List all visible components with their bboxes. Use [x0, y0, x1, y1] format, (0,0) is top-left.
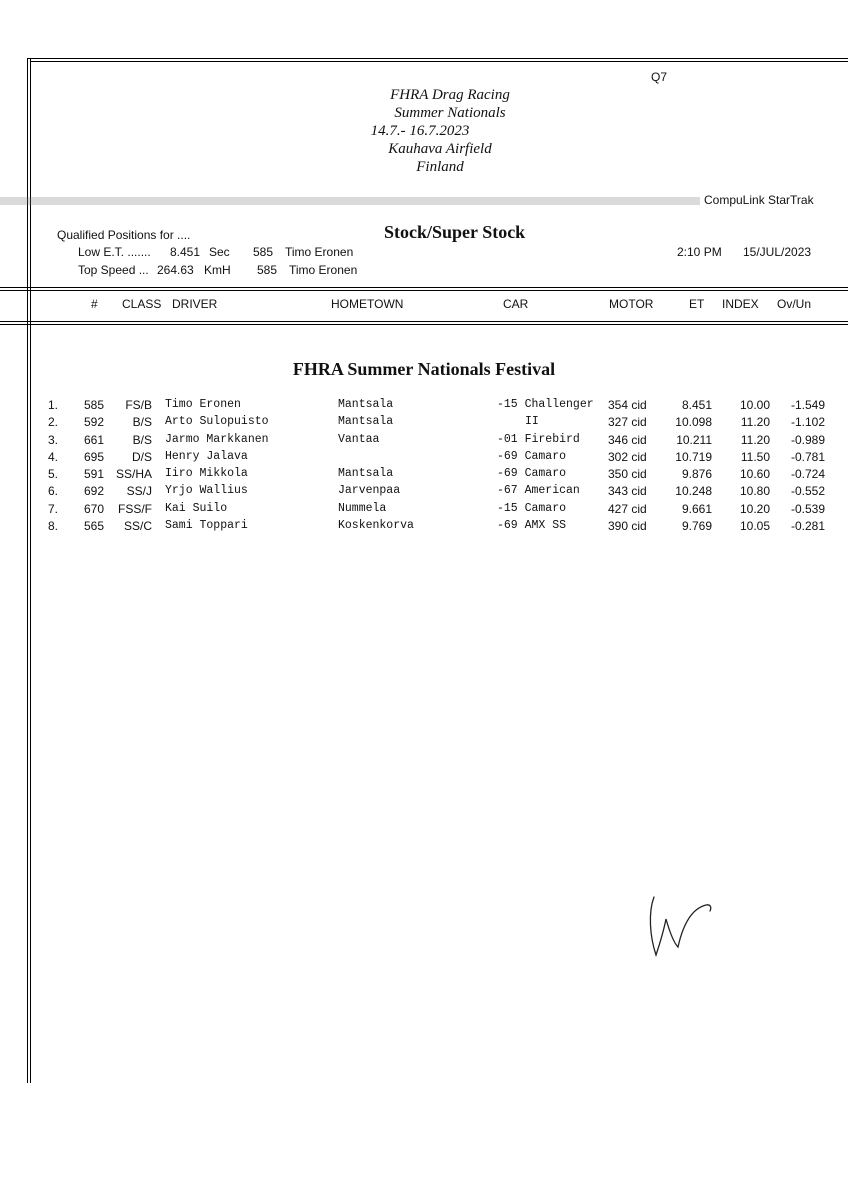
low-et-driver: Timo Eronen	[285, 245, 354, 259]
table-row	[0, 502, 848, 519]
row-ov-un: -0.781	[790, 449, 825, 464]
top-speed-driver: Timo Eronen	[289, 263, 358, 277]
row-car-number: 565	[84, 519, 105, 534]
event-line: Finland	[416, 159, 464, 175]
row-ov-un: -0.552	[790, 484, 825, 499]
row-et: 10.248	[675, 484, 712, 499]
row-car: -15 Camaro	[497, 501, 567, 515]
row-et: 10.719	[675, 449, 712, 464]
header-top-rule	[0, 287, 848, 288]
table-row	[0, 433, 848, 450]
top-speed-label: Top Speed ...	[78, 263, 149, 277]
row-car-number: 592	[84, 415, 105, 430]
low-et-label: Low E.T. .......	[78, 245, 151, 259]
row-index: 10.05	[739, 519, 770, 534]
row-hometown: Mantsala	[338, 398, 394, 411]
header-car: CAR	[503, 297, 529, 311]
row-ov-un: -1.102	[790, 415, 825, 430]
frame-left-line-inner	[30, 58, 31, 1083]
row-et: 9.661	[681, 501, 712, 516]
header-class: CLASS	[122, 297, 162, 311]
dotted-separator	[0, 197, 700, 205]
event-line: Summer Nationals	[394, 105, 506, 121]
low-et-unit: Sec	[209, 245, 230, 259]
row-ov-un: -0.724	[790, 467, 825, 482]
report-time: 2:10 PM	[677, 245, 722, 259]
event-line: 14.7.- 16.7.2023	[370, 123, 470, 139]
row-driver: Jarmo Markkanen	[165, 432, 269, 446]
row-index: 11.50	[740, 449, 770, 464]
top-speed-value: 264.63	[157, 263, 194, 277]
header-bottom-rule-inner	[0, 324, 848, 325]
row-et: 8.451	[681, 398, 712, 412]
qualified-label: Qualified Positions for ....	[57, 228, 191, 242]
row-index: 10.80	[739, 484, 770, 499]
festival-title: FHRA Summer Nationals Festival	[292, 359, 556, 379]
row-car: -69 AMX SS	[497, 519, 567, 533]
row-hometown: Jarvenpaa	[338, 484, 401, 498]
row-position: 3.	[48, 432, 59, 447]
row-hometown: Koskenkorva	[338, 519, 414, 533]
frame-top-line	[27, 58, 848, 59]
table-row	[0, 450, 848, 467]
row-et: 10.211	[676, 432, 712, 447]
header-bottom-rule	[0, 321, 848, 322]
row-position: 1.	[48, 398, 59, 412]
row-class: D/S	[131, 449, 152, 464]
top-speed-car-number: 585	[257, 263, 278, 277]
row-car-number: 661	[84, 432, 105, 447]
table-row	[0, 519, 848, 536]
row-hometown: Nummela	[338, 501, 387, 515]
header-motor: MOTOR	[609, 297, 654, 311]
row-driver: Sami Toppari	[165, 519, 248, 533]
row-driver: Henry Jalava	[165, 449, 248, 463]
row-car-number: 585	[84, 398, 105, 412]
row-driver: Iiro Mikkola	[165, 467, 248, 481]
row-car: -69 Camaro	[497, 449, 567, 463]
top-speed-unit: KmH	[204, 263, 231, 277]
header-driver: DRIVER	[172, 297, 218, 311]
event-line: FHRA Drag Racing	[390, 87, 510, 103]
header-et: ET	[689, 297, 705, 311]
row-position: 2.	[48, 415, 59, 430]
row-class: FS/B	[125, 398, 152, 412]
row-driver: Arto Sulopuisto	[165, 415, 269, 429]
row-motor: 390 cid	[608, 519, 647, 534]
row-class: SS/J	[126, 484, 152, 499]
row-class: B/S	[132, 415, 152, 430]
row-car-number: 695	[84, 449, 105, 464]
row-index: 10.60	[739, 467, 770, 482]
row-index: 11.20	[740, 415, 770, 430]
header-position-number: #	[91, 297, 98, 311]
row-index: 11.20	[740, 432, 770, 447]
row-car-number: 670	[84, 501, 105, 516]
row-ov-un: -0.989	[790, 432, 825, 447]
header-top-rule-inner	[0, 290, 848, 291]
system-label: CompuLink StarTrak	[704, 193, 814, 207]
row-index: 10.20	[739, 501, 770, 516]
row-position: 8.	[48, 519, 59, 534]
page-code: Q7	[651, 70, 668, 84]
row-car-number: 591	[84, 467, 105, 482]
row-driver: Timo Eronen	[165, 398, 241, 411]
frame-top-line-inner	[30, 61, 848, 62]
table-row	[0, 484, 848, 501]
row-motor: 346 cid	[608, 432, 647, 447]
row-car: -69 Camaro	[497, 467, 567, 481]
row-car: -01 Firebird	[497, 432, 580, 446]
results-table	[0, 398, 848, 536]
row-ov-un: -0.281	[790, 519, 825, 534]
row-class: SS/HA	[115, 467, 152, 482]
row-hometown: Mantsala	[338, 467, 394, 481]
row-class: FSS/F	[117, 501, 152, 516]
row-motor: 427 cid	[608, 501, 647, 516]
row-hometown: Mantsala	[338, 415, 394, 429]
table-row	[0, 467, 848, 484]
row-et: 9.769	[681, 519, 712, 534]
row-et: 10.098	[675, 415, 712, 430]
row-driver: Kai Suilo	[165, 501, 228, 515]
header-ov-un: Ov/Un	[777, 297, 812, 311]
row-ov-un: -1.549	[790, 398, 825, 412]
row-class: SS/C	[123, 519, 152, 534]
row-car-number: 692	[84, 484, 105, 499]
table-row	[0, 415, 848, 432]
row-position: 4.	[48, 449, 59, 464]
header-hometown: HOMETOWN	[331, 297, 404, 311]
row-motor: 343 cid	[608, 484, 647, 499]
row-position: 5.	[48, 467, 59, 482]
class-title: Stock/Super Stock	[384, 222, 526, 242]
row-motor: 350 cid	[608, 467, 647, 482]
row-position: 7.	[48, 501, 59, 516]
event-title-block	[330, 86, 570, 176]
row-et: 9.876	[681, 467, 712, 482]
row-motor: 327 cid	[608, 415, 647, 430]
row-car: II	[525, 415, 539, 429]
row-class: B/S	[132, 432, 152, 447]
row-motor: 354 cid	[608, 398, 647, 412]
low-et-car-number: 585	[253, 245, 274, 259]
header-index: INDEX	[722, 297, 759, 311]
low-et-value: 8.451	[170, 245, 201, 259]
handwritten-signature	[640, 885, 720, 965]
row-car: -67 American	[497, 484, 580, 498]
row-position: 6.	[48, 484, 59, 499]
row-car: -15 Challenger	[497, 398, 594, 411]
row-ov-un: -0.539	[790, 501, 825, 516]
row-index: 10.00	[739, 398, 770, 412]
table-row	[0, 398, 848, 415]
event-line: Kauhava Airfield	[388, 141, 492, 157]
row-motor: 302 cid	[608, 449, 647, 464]
report-date: 15/JUL/2023	[743, 245, 812, 259]
frame-left-line	[27, 58, 28, 1083]
row-hometown: Vantaa	[338, 432, 380, 446]
row-driver: Yrjo Wallius	[165, 484, 248, 498]
